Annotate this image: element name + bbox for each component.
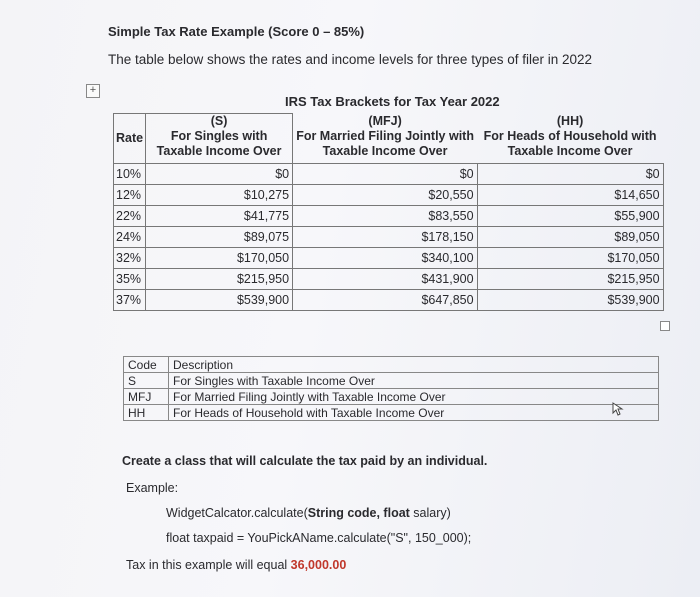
hh-cell: $0 — [477, 164, 663, 185]
table-row — [114, 227, 664, 248]
table-row — [124, 389, 659, 405]
tax-brackets-table — [113, 113, 664, 311]
header-singles-line2: Taxable Income Over — [156, 144, 282, 158]
rate-cell: 32% — [114, 248, 146, 269]
hh-cell: $55,900 — [477, 206, 663, 227]
desc-cell: For Singles with Taxable Income Over — [169, 373, 659, 389]
singles-cell: $539,900 — [146, 290, 293, 311]
rate-cell: 24% — [114, 227, 146, 248]
codes-table — [123, 356, 659, 421]
table-row — [124, 357, 659, 373]
mfj-cell: $20,550 — [293, 185, 478, 206]
task-statement: Create a class that will calculate the tax paid by an individual. — [122, 454, 488, 468]
rate-cell: 10% — [114, 164, 146, 185]
header-hh-code: (HH) — [556, 114, 584, 128]
mfj-cell: $178,150 — [293, 227, 478, 248]
code-cell: HH — [124, 405, 169, 421]
singles-cell: $10,275 — [146, 185, 293, 206]
page-title: Simple Tax Rate Example (Score 0 – 85%) — [108, 24, 365, 39]
table-row — [114, 290, 664, 311]
mouse-cursor-icon — [612, 402, 624, 419]
header-singles — [146, 114, 293, 164]
rate-cell: 37% — [114, 290, 146, 311]
code-line-1 — [166, 506, 451, 520]
singles-cell: $0 — [146, 164, 293, 185]
header-mfj — [293, 114, 478, 164]
mfj-cell: $647,850 — [293, 290, 478, 311]
singles-cell: $41,775 — [146, 206, 293, 227]
header-singles-code: (S) — [210, 114, 228, 128]
resize-handle[interactable] — [660, 321, 670, 331]
header-hh-line1: For Heads of Household with — [483, 129, 657, 143]
expand-plus-icon[interactable]: + — [86, 84, 100, 98]
table-row — [124, 373, 659, 389]
mfj-cell: $0 — [293, 164, 478, 185]
hh-cell: $89,050 — [477, 227, 663, 248]
header-rate: Rate — [114, 114, 146, 164]
mfj-cell: $431,900 — [293, 269, 478, 290]
header-hh — [477, 114, 663, 164]
singles-cell: $170,050 — [146, 248, 293, 269]
mfj-cell: $340,100 — [293, 248, 478, 269]
table-caption: IRS Tax Brackets for Tax Year 2022 — [285, 94, 500, 109]
hh-cell: $215,950 — [477, 269, 663, 290]
code-line-1-b: String code, float — [307, 506, 410, 520]
hh-cell: $170,050 — [477, 248, 663, 269]
hh-cell: $539,900 — [477, 290, 663, 311]
rate-cell: 35% — [114, 269, 146, 290]
header-singles-line1: For Singles with — [170, 129, 268, 143]
singles-cell: $215,950 — [146, 269, 293, 290]
result-amount: 36,000.00 — [290, 558, 347, 572]
intro-text: The table below shows the rates and income levels for three types of filer in 2022 — [108, 52, 593, 67]
header-hh-line2: Taxable Income Over — [507, 144, 633, 158]
example-label: Example: — [126, 481, 179, 495]
code-line-1-a: WidgetCalcator.calculate( — [166, 506, 308, 520]
header-mfj-code: (MFJ) — [368, 114, 402, 128]
hh-cell: $14,650 — [477, 185, 663, 206]
code-cell: MFJ — [124, 389, 169, 405]
table-row — [114, 185, 664, 206]
result-line — [126, 558, 346, 572]
mfj-cell: $83,550 — [293, 206, 478, 227]
singles-cell: $89,075 — [146, 227, 293, 248]
codes-header-desc: Description — [169, 357, 659, 373]
code-line-1-c: salary) — [409, 506, 451, 520]
desc-cell: For Married Filing Jointly with Taxable Income Over — [169, 389, 659, 405]
table-row — [114, 248, 664, 269]
header-mfj-line1: For Married Filing Jointly with — [296, 129, 474, 143]
rate-cell: 12% — [114, 185, 146, 206]
table-row — [114, 206, 664, 227]
rate-cell: 22% — [114, 206, 146, 227]
code-line-2: float taxpaid = YouPickAName.calculate("S", 150_000); — [166, 531, 472, 545]
table-row — [124, 405, 659, 421]
result-prefix: Tax in this example will equal — [126, 558, 291, 572]
table-row — [114, 164, 664, 185]
table-row — [114, 269, 664, 290]
header-mfj-line2: Taxable Income Over — [322, 144, 448, 158]
code-cell: S — [124, 373, 169, 389]
desc-cell: For Heads of Household with Taxable Income Over — [169, 405, 659, 421]
codes-header-code: Code — [124, 357, 169, 373]
